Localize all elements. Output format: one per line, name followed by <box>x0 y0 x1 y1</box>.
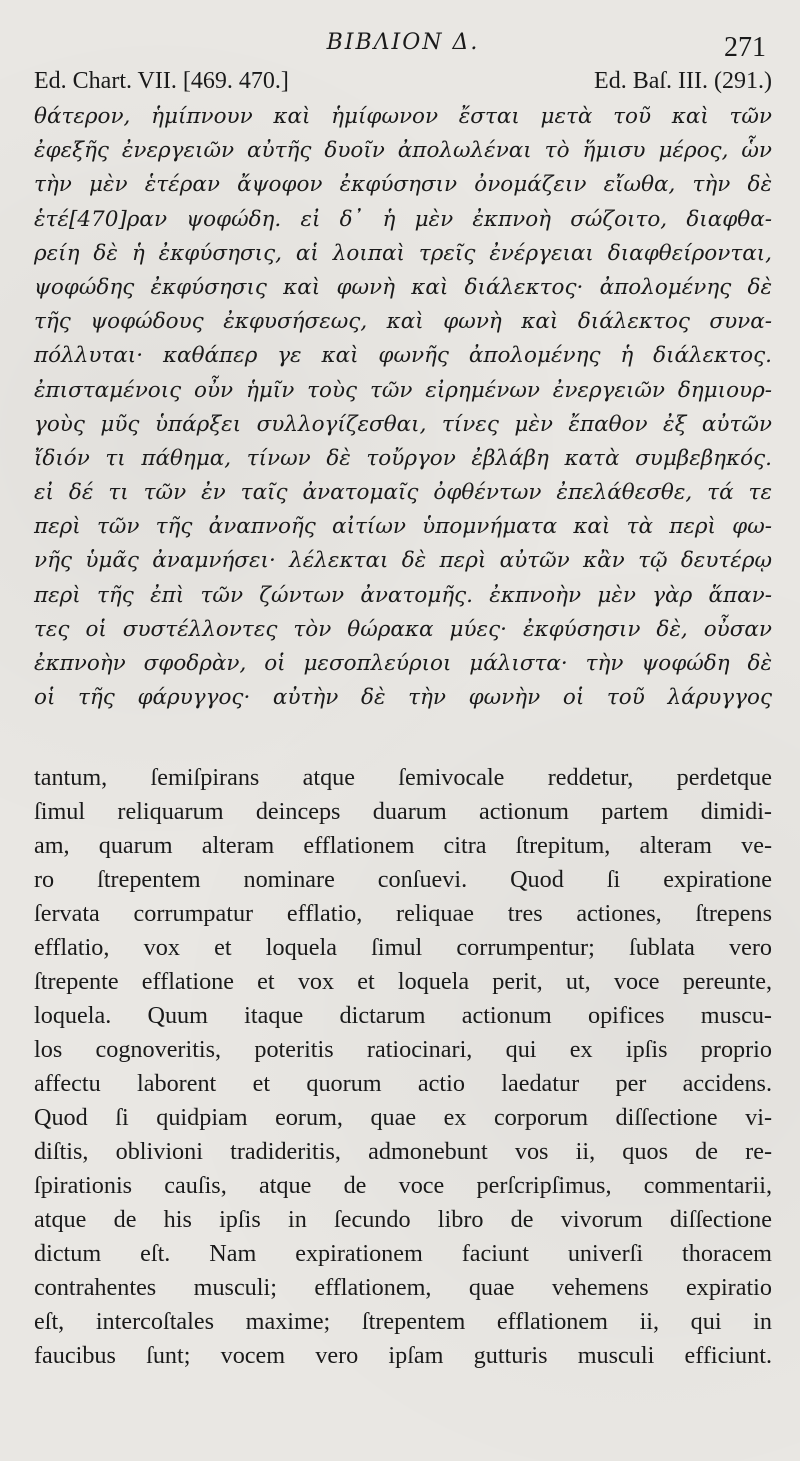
greek-line: νῆς ὑμᾶς ἀναμνήσει· λέλεκται δὲ περὶ αὐτῶν κἂν τῷ δευτέρῳ <box>34 548 772 574</box>
latin-line: ſpirationis cauſis, atque de voce perſcripſimus, commentarii, <box>34 1172 772 1200</box>
latin-line: am, quarum alteram efflationem citra ſtrepitum, alteram ve- <box>34 832 772 860</box>
latin-line: contrahentes musculi; efflationem, quae vehemens expiratio <box>34 1274 772 1302</box>
greek-line: ἐφεξῆς ἐνεργειῶν αὐτῆς δυοῖν ἀπολωλέναι τὸ ἥμισυ μέρος, ὧν <box>34 138 772 164</box>
greek-line: ψοφώδης ἐκφύσησις καὶ φωνὴ καὶ διάλεκτος· ἀπολομένης δὲ <box>34 274 772 300</box>
latin-line: affectu laborent et quorum actio laedatur per accidens. <box>34 1070 772 1098</box>
greek-line: γοὺς μῦς ὑπάρξει συλλογίζεσθαι, τίνες μὲν ἔπαθον ἐξ αὐτῶν <box>34 411 772 437</box>
latin-line: efflatio, vox et loquela ſimul corrumpentur; ſublata vero <box>34 934 772 962</box>
greek-line: τες οἱ συστέλλοντες τὸν θώρακα μύες· ἐκφύσησιν δὲ, οὖσαν <box>34 616 772 642</box>
greek-line: ἴδιόν τι πάθημα, τίνων δὲ τοὔργον ἐβλάβη κατὰ συμβεβηκός. <box>34 445 772 471</box>
latin-line: ſtrepente efflatione et vox et loquela perit, ut, voce pereunte, <box>34 968 772 996</box>
latin-line: ſervata corrumpatur efflatio, reliquae tres actiones, ſtrepens <box>34 900 772 928</box>
greek-line: τὴν μὲν ἑτέραν ἄψοφον ἐκφύσησιν ὀνομάζειν εἴωθα, τὴν δὲ <box>34 172 772 198</box>
latin-line: los cognoveritis, poteritis ratiocinari, qui ex ipſis proprio <box>34 1036 772 1064</box>
greek-line: ἐκπνοὴν σφοδρὰν, οἱ μεσοπλεύριοι μάλιστα· τὴν ψοφώδη δὲ <box>34 651 772 676</box>
section-gap <box>34 715 772 761</box>
latin-line: tantum, ſemiſpirans atque ſemivocale reddetur, perdetque <box>34 764 772 792</box>
greek-line: ρείη δὲ ἡ ἐκφύσησις, αἱ λοιπαὶ τρεῖς ἐνέργειαι διαφθείρονται, <box>34 240 772 266</box>
latin-line: Quod ſi quidpiam eorum, quae ex corporum diſſectione vi- <box>34 1104 772 1132</box>
latin-line: atque de his ipſis in ſecundo libro de vivorum diſſectione <box>34 1206 772 1234</box>
greek-line: πόλλυται· καθάπερ γε καὶ φωνῆς ἀπολομένης ἡ διάλεκτος. <box>34 343 772 369</box>
latin-line: loquela. Quum itaque dictarum actionum opifices muscu- <box>34 1002 772 1030</box>
edition-left: Ed. Chart. VII. [469. 470.] <box>34 68 289 94</box>
page-number: 271 <box>724 32 766 63</box>
latin-line: faucibus ſunt; vocem vero ipſam gutturis musculi efficiunt. <box>34 1342 772 1370</box>
greek-text <box>34 100 772 715</box>
book-title: ΒΙΒΛΙΟΝ Δ. <box>326 30 480 55</box>
greek-line: ἑτέ[470]ραν ψοφώδη. εἰ δ᾽ ἡ μὲν ἐκπνοὴ σώζοιτο, διαφθα- <box>34 206 772 232</box>
greek-line: εἰ δέ τι τῶν ἐν ταῖς ἀνατομαῖς ὀφθέντων ἐπελάθεσθε, τά τε <box>34 480 772 506</box>
latin-line: ſimul reliquarum deinceps duarum actionum partem dimidi- <box>34 798 772 826</box>
greek-line: περὶ τῶν τῆς ἀναπνοῆς αἰτίων ὑπομνήματα καὶ τὰ περὶ φω- <box>34 514 772 540</box>
latin-text <box>34 761 772 1373</box>
greek-line: οἱ τῆς φάρυγγος· αὐτὴν δὲ τὴν φωνὴν οἱ τοῦ λάρυγγος <box>34 685 772 711</box>
latin-line: eſt, intercoſtales maxime; ſtrepentem efflationem ii, qui in <box>34 1308 772 1336</box>
edition-right: Ed. Baſ. III. (291.) <box>594 68 772 94</box>
latin-line: dictum eſt. Nam expirationem faciunt univerſi thoracem <box>34 1240 772 1268</box>
running-head <box>34 22 772 66</box>
greek-line: περὶ τῆς ἐπὶ τῶν ζώντων ἀνατομῆς. ἐκπνοὴν μὲν γὰρ ἅπαν- <box>34 582 772 608</box>
edition-line <box>34 66 772 96</box>
greek-line: ἐπισταμένοις οὖν ἡμῖν τοὺς τῶν εἰρημένων ἐνεργειῶν δημιουρ- <box>34 377 772 403</box>
latin-line: diſtis, oblivioni tradideritis, admonebunt vos ii, quos de re- <box>34 1138 772 1166</box>
greek-line: θάτερον, ἡμίπνουν καὶ ἡμίφωνον ἔσται μετὰ τοῦ καὶ τῶν <box>34 104 772 129</box>
greek-line: τῆς ψοφώδους ἐκφυσήσεως, καὶ φωνὴ καὶ διάλεκτος συνα- <box>34 309 772 335</box>
latin-line: ro ſtrepentem nominare conſuevi. Quod ſi expiratione <box>34 866 772 894</box>
